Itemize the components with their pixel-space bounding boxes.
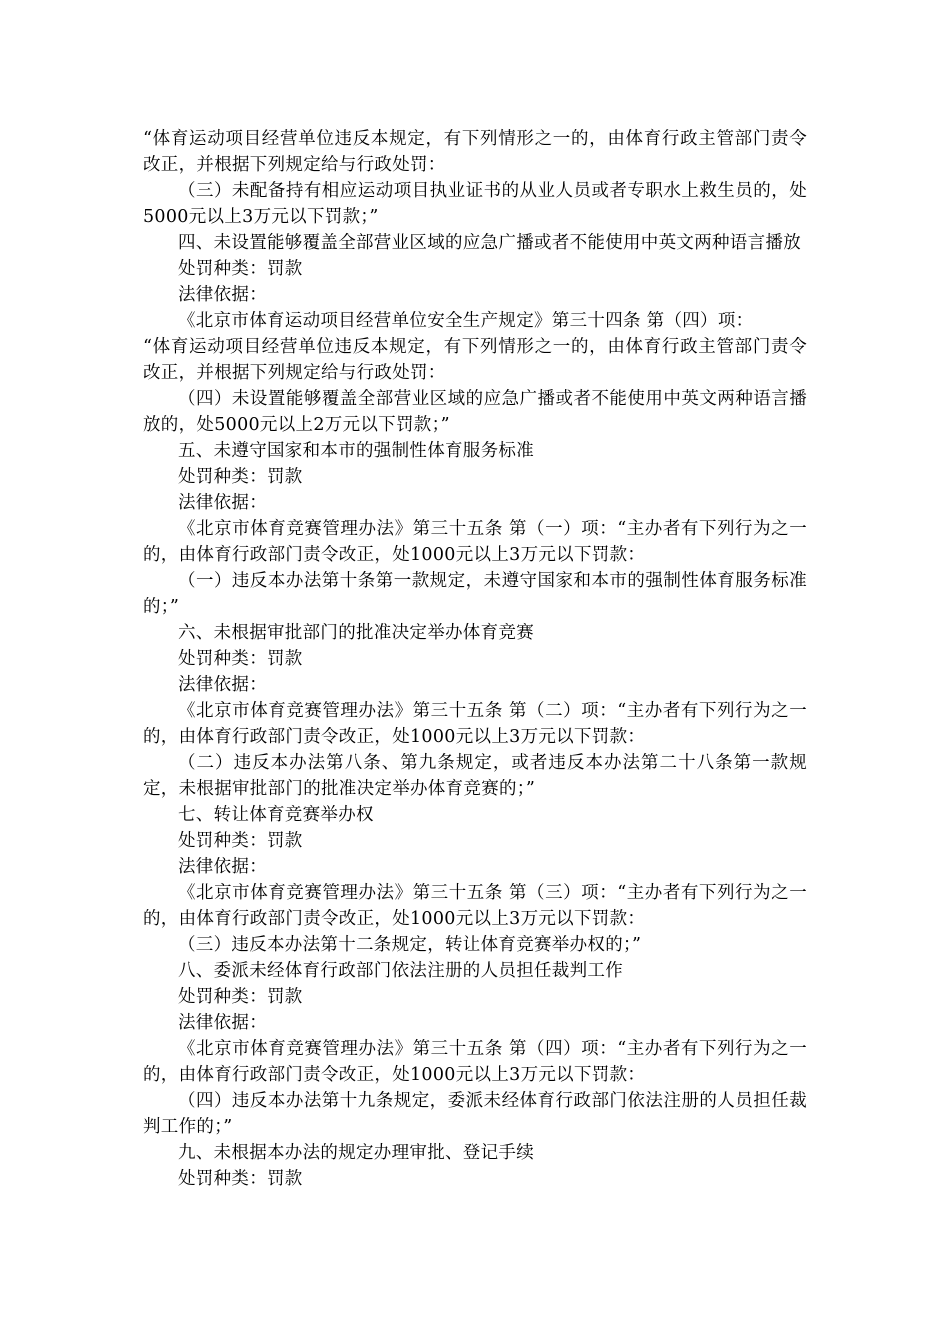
paragraph: （二）违反本办法第八条、第九条规定，或者违反本办法第二十八条第一款规定，未根据审批部门的批准决定举办体育竞赛的；” (143, 753, 807, 799)
legal-basis-label: 法律依据： (178, 1013, 267, 1033)
section-heading: 八、委派未经体育行政部门依法注册的人员担任裁判工作 (178, 961, 623, 981)
penalty-type: 处罚种类：罚款 (178, 987, 303, 1007)
legal-citation: 《北京市体育运动项目经营单位安全生产规定》第三十四条 第（四）项： (178, 311, 754, 331)
penalty-type: 处罚种类：罚款 (178, 259, 303, 279)
document-page (143, 126, 807, 1192)
paragraph: （三）未配备持有相应运动项目执业证书的从业人员或者专职水上救生员的，处5000元以上3万元以下罚款；” (143, 181, 807, 227)
penalty-type: 处罚种类：罚款 (178, 649, 303, 669)
legal-citation: 《北京市体育竞赛管理办法》第三十五条 第（一）项：“主办者有下列行为之一的，由体育行政部门责令改正，处1000元以上3万元以下罚款： (143, 519, 807, 565)
paragraph: “体育运动项目经营单位违反本规定，有下列情形之一的，由体育行政主管部门责令改正，并根据下列规定给与行政处罚： (143, 129, 807, 175)
paragraph: “体育运动项目经营单位违反本规定，有下列情形之一的，由体育行政主管部门责令改正，并根据下列规定给与行政处罚： (143, 337, 807, 383)
section-heading: 四、未设置能够覆盖全部营业区域的应急广播或者不能使用中英文两种语言播放 (178, 233, 801, 253)
paragraph: （一）违反本办法第十条第一款规定，未遵守国家和本市的强制性体育服务标准的；” (143, 571, 807, 617)
legal-basis-label: 法律依据： (178, 285, 267, 305)
paragraph: （三）违反本办法第十二条规定，转让体育竞赛举办权的；” (178, 935, 642, 955)
section-heading: 九、未根据本办法的规定办理审批、登记手续 (178, 1143, 534, 1163)
legal-basis-label: 法律依据： (178, 857, 267, 877)
paragraph: （四）未设置能够覆盖全部营业区域的应急广播或者不能使用中英文两种语言播放的，处5000元以上2万元以下罚款；” (143, 389, 807, 435)
legal-citation: 《北京市体育竞赛管理办法》第三十五条 第（二）项：“主办者有下列行为之一的，由体育行政部门责令改正，处1000元以上3万元以下罚款： (143, 701, 807, 747)
penalty-type: 处罚种类：罚款 (178, 831, 303, 851)
paragraph: （四）违反本办法第十九条规定，委派未经体育行政部门依法注册的人员担任裁判工作的；” (143, 1091, 807, 1137)
penalty-type: 处罚种类：罚款 (178, 1169, 303, 1189)
legal-citation: 《北京市体育竞赛管理办法》第三十五条 第（四）项：“主办者有下列行为之一的，由体育行政部门责令改正，处1000元以上3万元以下罚款： (143, 1039, 807, 1085)
penalty-type: 处罚种类：罚款 (178, 467, 303, 487)
section-heading: 七、转让体育竞赛举办权 (178, 805, 374, 825)
legal-basis-label: 法律依据： (178, 675, 267, 695)
legal-citation: 《北京市体育竞赛管理办法》第三十五条 第（三）项：“主办者有下列行为之一的，由体育行政部门责令改正，处1000元以上3万元以下罚款： (143, 883, 807, 929)
section-heading: 五、未遵守国家和本市的强制性体育服务标准 (178, 441, 534, 461)
legal-basis-label: 法律依据： (178, 493, 267, 513)
section-heading: 六、未根据审批部门的批准决定举办体育竞赛 (178, 623, 534, 643)
